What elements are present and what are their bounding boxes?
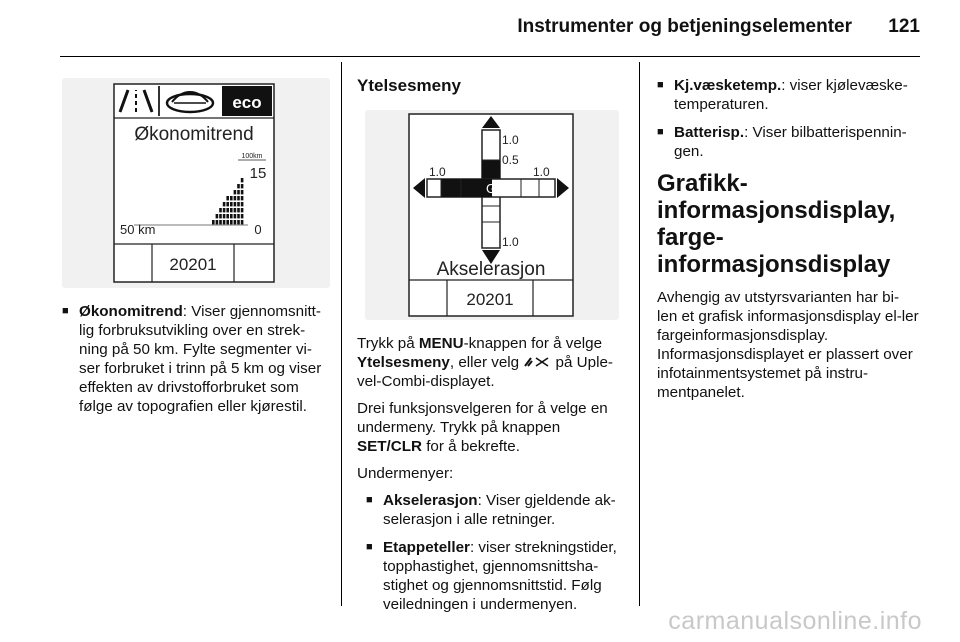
section-heading: Grafikk-informasjonsdisplay, farge-informasjonsdisplay xyxy=(657,170,896,278)
text: Drei funksjonsvelgeren for å velge en undermeny. Trykk på knappen xyxy=(357,400,608,436)
trend-segment xyxy=(230,202,233,206)
term: Akselerasjon xyxy=(383,492,478,509)
trend-segment xyxy=(226,208,229,212)
trend-segment xyxy=(216,214,219,218)
trend-segment xyxy=(234,214,237,218)
list-item-trip-counter xyxy=(366,538,629,614)
term: Kj.væsketemp. xyxy=(674,77,782,94)
trend-segment xyxy=(223,208,226,212)
description: : Viser gjennomsnitt-lig forbruksutvikling over en strek-ning på 50 km. Fylte segmenter vi-ser forbruket i trinn på 5 km og viser effekten av drivstofforbruket som følge av topografien eller kjørestil. xyxy=(79,303,322,415)
trend-segment xyxy=(234,196,237,200)
column-divider-1 xyxy=(341,62,342,606)
text: , eller velg xyxy=(449,354,524,371)
trend-segment xyxy=(237,208,240,212)
page-header xyxy=(0,0,960,50)
trend-segment xyxy=(234,208,237,212)
trend-segment xyxy=(230,214,233,218)
trend-segment xyxy=(241,220,244,224)
section-heading: Ytelsesmeny xyxy=(357,76,461,95)
unit-label: 100km xyxy=(241,153,263,160)
trend-segment xyxy=(219,220,222,224)
term: Etappeteller xyxy=(383,539,470,556)
left-value: 1.0 xyxy=(429,165,446,179)
text: for å bekrefte. xyxy=(421,438,520,455)
trend-segment xyxy=(219,208,222,212)
column-3 xyxy=(657,76,919,410)
description: : viser kjølevæske-temperaturen. xyxy=(674,77,908,113)
term: Batterisp. xyxy=(674,124,745,141)
distance-label: 50 km xyxy=(120,222,156,237)
trend-segment xyxy=(226,202,229,206)
display-title: Akselerasjon xyxy=(436,259,546,280)
header-rule xyxy=(60,56,920,57)
trend-segment xyxy=(241,184,244,188)
trend-segment xyxy=(237,220,240,224)
eco-label: eco xyxy=(232,93,262,112)
column-1 xyxy=(62,302,332,425)
economy-trend-figure xyxy=(62,78,330,288)
column-2-text xyxy=(357,334,629,623)
text: -knappen for å velge xyxy=(463,335,603,352)
column-2 xyxy=(357,76,625,113)
scale-bottom-label: 0 xyxy=(254,222,262,237)
trend-segment xyxy=(241,214,244,218)
acceleration-figure xyxy=(365,110,619,320)
list-item-battery-voltage xyxy=(657,123,919,161)
trend-segment xyxy=(226,196,229,200)
description: : Viser bilbatterispennin-gen. xyxy=(674,124,907,160)
trend-segment xyxy=(237,190,240,194)
trend-segment xyxy=(230,220,233,224)
paragraph-submenus: Undermenyer: xyxy=(357,465,454,482)
trend-segment xyxy=(230,208,233,212)
trend-segment xyxy=(241,178,244,182)
trend-segment xyxy=(223,214,226,218)
trend-segment xyxy=(226,214,229,218)
horizontal-fill-segment xyxy=(441,179,492,197)
trend-segment xyxy=(241,208,244,212)
column-divider-2 xyxy=(639,62,640,606)
list-item-coolant-temp xyxy=(657,76,919,114)
trend-segment xyxy=(241,196,244,200)
trend-segment xyxy=(234,202,237,206)
odometer-value: 20201 xyxy=(169,255,217,274)
right-value: 1.0 xyxy=(533,165,550,179)
trend-segment xyxy=(223,220,226,224)
paragraph-selector xyxy=(357,399,629,456)
trend-segment xyxy=(219,214,222,218)
trend-segment xyxy=(212,220,215,224)
text: på Uple-vel-Combi-displayet. xyxy=(357,354,613,390)
menu-name: Ytelsesmeny xyxy=(357,354,450,371)
scale-top-label: 15 xyxy=(249,165,267,182)
trend-segment xyxy=(237,184,240,188)
trend-segment xyxy=(223,202,226,206)
trend-segment xyxy=(241,190,244,194)
top-value: 1.0 xyxy=(502,133,519,147)
odometer-value: 20201 xyxy=(466,290,514,309)
list-item-acceleration xyxy=(366,491,629,529)
trend-segment xyxy=(234,220,237,224)
set-clr-key: SET/CLR xyxy=(357,438,422,455)
mid-value: 0.5 xyxy=(502,153,519,167)
term: Økonomitrend xyxy=(79,303,183,320)
trend-segment xyxy=(241,202,244,206)
trend-segment xyxy=(216,220,219,224)
text: Trykk på xyxy=(357,335,419,352)
performance-menu-icon xyxy=(523,356,551,368)
page-number: 121 xyxy=(888,16,920,37)
description: : viser strekningstider, topphastighet, gjennomsnittsha-stighet og gjennomsnittstid. Følg veiledningen i undermenyen. xyxy=(383,539,617,613)
description: : Viser gjeldende ak-selerasjon i alle retninger. xyxy=(383,492,616,528)
trend-segment xyxy=(237,196,240,200)
economy-trend-display xyxy=(62,78,330,288)
submenu-list xyxy=(357,491,629,614)
menu-key: MENU xyxy=(418,335,464,352)
trend-segment xyxy=(226,220,229,224)
trend-segment xyxy=(237,214,240,218)
center-g-label: G xyxy=(485,181,497,196)
trend-segment xyxy=(234,190,237,194)
bottom-value: 1.0 xyxy=(502,235,519,249)
paragraph-menu xyxy=(357,334,629,391)
paragraph-display: Avhengig av utstyrsvarianten har bi-len et grafisk informasjonsdisplay el-ler fargeinformasjonsdisplay. Informasjonsdisplayet er plassert over infotainmentsystemet på instru-mentpanelet. xyxy=(657,289,919,401)
trend-segment xyxy=(230,196,233,200)
display-title: Økonomitrend xyxy=(134,124,254,145)
trend-segment xyxy=(237,202,240,206)
chapter-title: Instrumenter og betjeningselementer xyxy=(517,16,852,37)
watermark: carmanualsonline.info xyxy=(668,607,922,635)
acceleration-display xyxy=(365,110,619,320)
list-item-economy-trend xyxy=(62,302,332,416)
